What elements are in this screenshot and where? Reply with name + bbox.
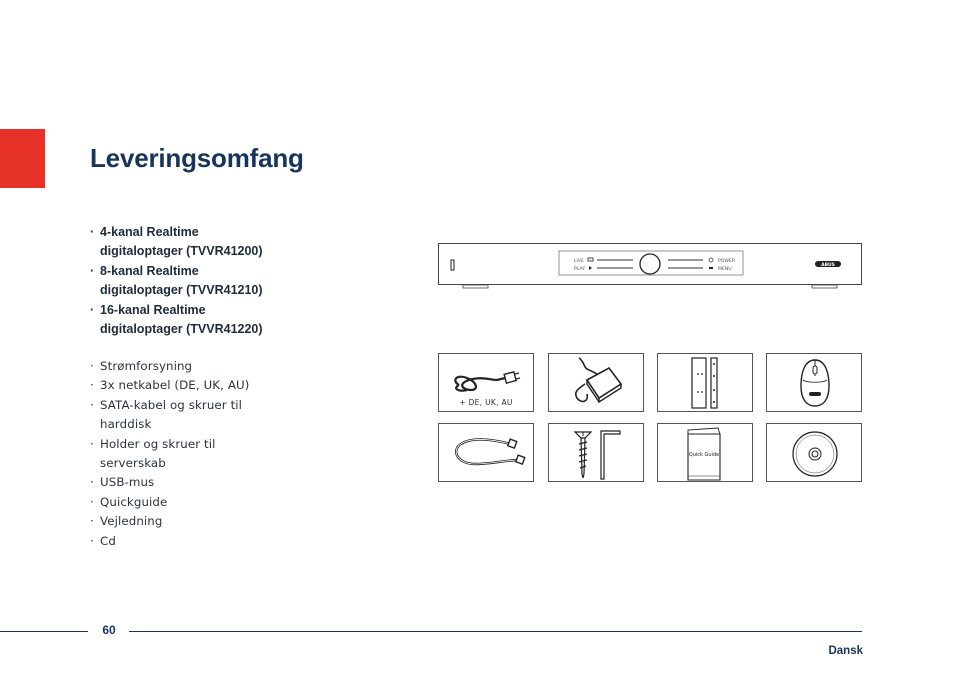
list-item: · 16-kanal Realtime digitaloptager (TVVR41220) xyxy=(90,301,275,340)
mouse-icon xyxy=(767,354,863,413)
list-item: · Cd xyxy=(90,532,255,551)
cd-image xyxy=(766,423,862,482)
quick-guide-label: Quick Guide xyxy=(688,452,720,458)
power-supply-icon xyxy=(549,354,645,413)
chapter-marker xyxy=(0,129,45,188)
list-item: · 8-kanal Realtime digitaloptager (TVVR41210) xyxy=(90,262,275,301)
sata-cable-icon xyxy=(439,424,535,483)
page-title: Leveringsomfang xyxy=(90,143,304,173)
power-supply-image xyxy=(548,353,644,412)
quick-guide-image xyxy=(657,423,753,482)
list-item: · Vejledning xyxy=(90,512,255,531)
recorder-illustration xyxy=(438,243,862,285)
live-label: LIVE xyxy=(574,259,584,264)
screw-icon xyxy=(549,424,645,483)
list-item: · Quickguide xyxy=(90,493,255,512)
list-item: · USB-mus xyxy=(90,473,255,492)
brand-logo: ABUS xyxy=(821,262,835,268)
language-label: Dansk xyxy=(828,645,863,657)
cd-icon xyxy=(767,424,863,483)
list-item: · SATA-kabel og skruer til harddisk xyxy=(90,396,255,435)
list-item: · 3x netkabel (DE, UK, AU) xyxy=(90,376,255,395)
power-cable-image xyxy=(438,353,534,412)
list-item: · Strømforsyning xyxy=(90,357,255,376)
usb-mouse-image xyxy=(766,353,862,412)
power-cable-caption: + DE, UK, AU xyxy=(459,398,513,407)
rack-bracket-icon xyxy=(658,354,754,413)
play-label: PLAY xyxy=(574,267,586,272)
footer-rule-left xyxy=(0,631,88,632)
list-item: · Holder og skruer til serverskab xyxy=(90,435,255,474)
booklet-icon xyxy=(658,424,754,483)
page-number: 60 xyxy=(102,623,116,637)
accessories-list xyxy=(90,357,255,551)
recorder-front-panel xyxy=(438,243,862,293)
list-item: · 4-kanal Realtime digitaloptager (TVVR41200) xyxy=(90,223,275,262)
recorder-models-list xyxy=(90,223,275,339)
screw-and-key-image xyxy=(548,423,644,482)
menu-label: MENU xyxy=(718,267,732,272)
footer-rule-right xyxy=(129,631,862,632)
rack-bracket-image xyxy=(657,353,753,412)
power-label: POWER xyxy=(718,259,736,264)
sata-cable-image xyxy=(438,423,534,482)
